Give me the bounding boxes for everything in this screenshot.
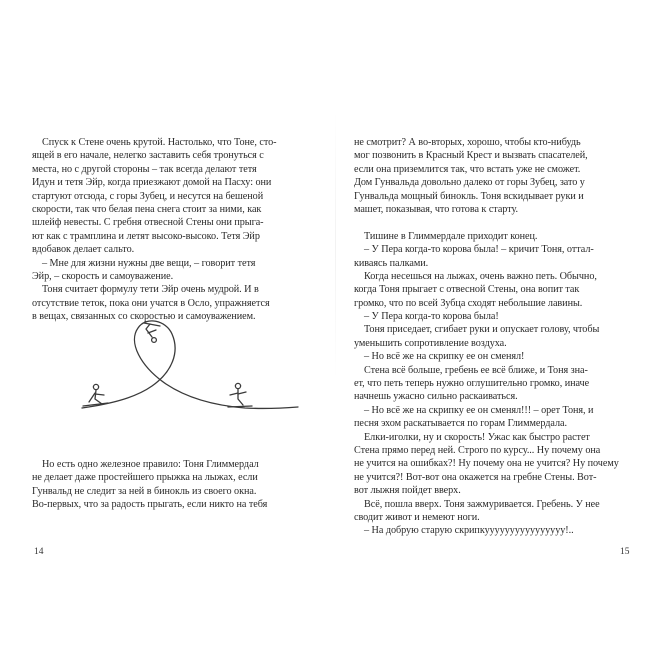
text-line: ет, что петь теперь нужно оглушительно громко, иначе <box>354 378 590 390</box>
text-line <box>354 216 654 229</box>
text-line: Тишине в Глиммердале приходит конец. <box>364 230 538 242</box>
text-line: Стена всё больше, гребень ее всё ближе, и Тоня зна- <box>364 364 588 376</box>
text-line: ют как с трамплина и летят высоко-высоко. Тетя Эйр <box>32 230 260 242</box>
text-line: Дом Гунвальда довольно далеко от горы Зубец, зато у <box>354 177 585 189</box>
text-line: Елки-иголки, ну и скорость! Ужас как быстро растет <box>364 431 590 443</box>
text-line: места, но с другой стороны – так всегда делают тетя <box>32 163 257 175</box>
text-line: не смотрит? А во-вторых, хорошо, чтобы кто-нибудь <box>354 137 581 148</box>
text-line: Стена прямо перед ней. Строго по курсу... Ну почему она <box>354 444 601 456</box>
text-line: когда Тоня прыгает с отвесной Стены, она вопит так <box>354 284 580 296</box>
right-page <box>354 0 654 671</box>
text-line: не учится?! Вот-вот она окажется на гребне Стены. Вот- <box>354 471 597 483</box>
text-line: вдобавок делает сальто. <box>32 244 135 256</box>
text-line: киваясь палками. <box>354 257 429 269</box>
text-line: Спуск к Стене очень крутой. Настолько, что Тоне, сто- <box>42 137 277 148</box>
text-line: Когда несешься на лыжах, очень важно петь. Обычно, <box>364 270 597 282</box>
text-line: ящей в его начале, нелегко заставить себя тронуться с <box>32 150 264 162</box>
text-line: громко, что по всей Зубца сходят небольшие лавины. <box>354 297 583 309</box>
text-line: уменьшить сопротивление воздуха. <box>354 337 507 349</box>
text-line: если она приземлится так, что встать уже не сможет. <box>354 163 581 175</box>
text-line: Но есть одно железное правило: Тоня Глиммердал <box>42 459 259 470</box>
text-line: в вещах, связанных со скоростью и самоуважением. <box>32 311 256 323</box>
book-gutter <box>335 110 336 380</box>
text-line: Всё, пошла вверх. Тоня зажмуривается. Гребень. У нее <box>364 498 600 510</box>
text-line: – Мне для жизни нужны две вещи, – говорит тетя <box>42 257 256 269</box>
text-line: песня эхом раскатывается по горам Глиммердала. <box>354 418 567 430</box>
text-line: сводит живот и немеют ноги. <box>354 511 480 523</box>
text-line: – На добрую старую скрипкуууууууууууууууу!.. <box>364 525 574 537</box>
text-line: Эйр, – скорость и самоуважение. <box>32 270 174 282</box>
left-page-bottom-text <box>32 458 332 512</box>
text-line: Гунвальда мощный бинокль. Тоня вскидывает руки и <box>354 190 584 202</box>
left-page-top-text <box>32 136 332 323</box>
text-line: начнешь ужасно сильно раскаиваться. <box>354 391 518 403</box>
text-line: машет, показывая, что готова к старту. <box>354 203 518 215</box>
text-line: Тоня приседает, сгибает руки и опускает голову, чтобы <box>364 324 600 336</box>
text-line: – Но всё же на скрипку ее он сменял! <box>364 351 525 363</box>
text-line: шлейф невесты. С гребня отвесной Стены они прыга- <box>32 217 264 229</box>
text-line: не учится на ошибках?! Ну почему она не учится? Ну почему <box>354 458 619 470</box>
left-page <box>32 0 332 671</box>
text-line: Гунвальд не следит за ней в бинокль из своего окна. <box>32 485 257 497</box>
text-line: мог позвонить в Красный Крест и вызвать спасателей, <box>354 150 588 162</box>
page-number-left: 14 <box>34 547 44 557</box>
text-line: Во-первых, что за радость прыгать, если никто на тебя <box>32 499 268 511</box>
text-line: – Но всё же на скрипку ее он сменял!!! – орет Тоня, и <box>364 404 594 416</box>
text-line: – У Пера когда-то корова была! <box>364 311 499 323</box>
right-page-text <box>354 136 654 538</box>
text-line: Тоня считает формулу тети Эйр очень мудрой. И в <box>42 284 259 296</box>
text-line: скорости, так что белая пена снега стоит за ними, как <box>32 203 262 215</box>
text-line: – У Пера когда-то корова была! – кричит Тоня, оттал- <box>364 244 594 256</box>
text-line: Идун и тетя Эйр, когда приезжают домой на Пасху: они <box>32 177 272 189</box>
ski-loop-sketch-icon <box>80 316 300 434</box>
text-line: не делает даже простейшего прыжка на лыжах, если <box>32 472 258 484</box>
text-line: стартуют отсюда, с горы Зубец, и несутся на бешеной <box>32 190 264 202</box>
text-line: отсутствие теток, пока они учатся в Осло, упражняется <box>32 297 270 309</box>
text-line: вот лыжня пойдет вверх. <box>354 485 461 497</box>
ski-jump-illustration <box>80 316 300 434</box>
page-number-right: 15 <box>620 547 630 557</box>
